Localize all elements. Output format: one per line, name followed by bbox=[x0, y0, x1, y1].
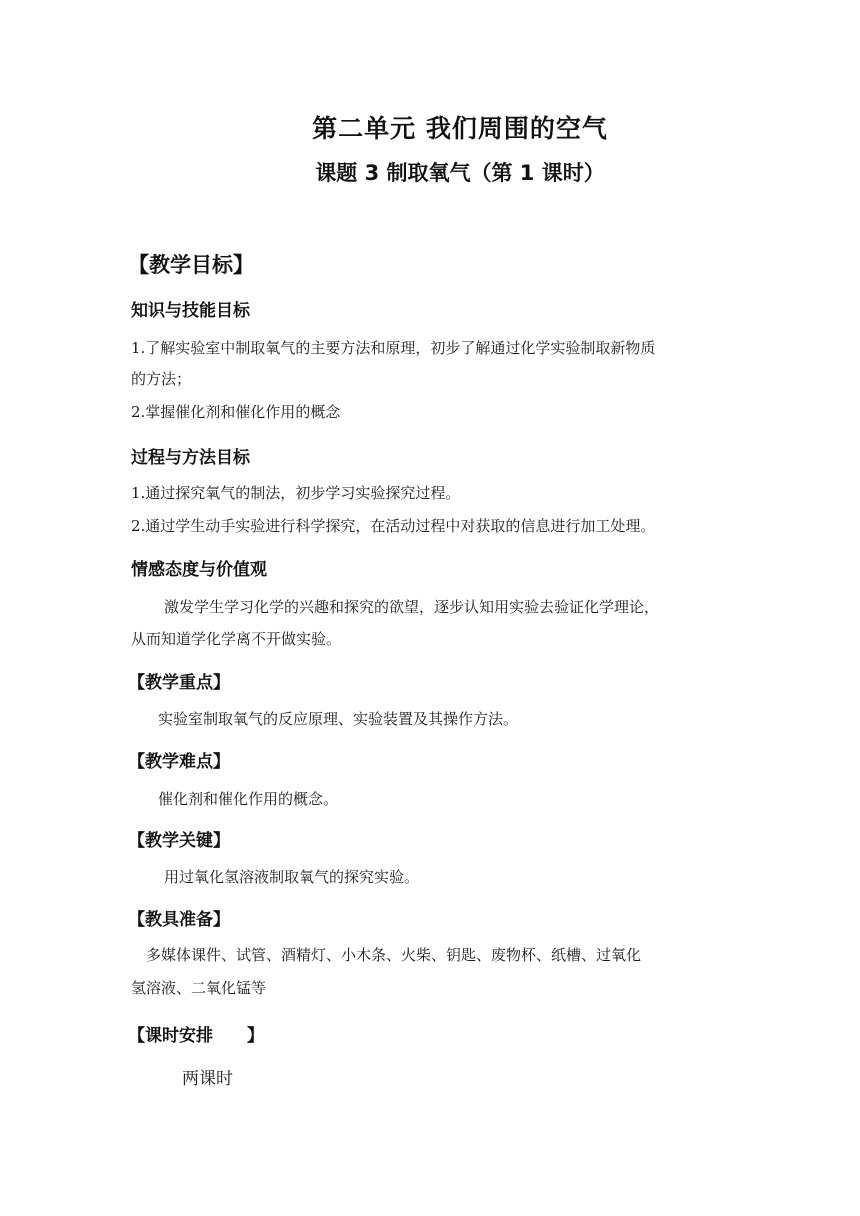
emotion-line-1: 激发学生学习化学的兴趣和探究的欲望，逐步认知用实验去验证化学理论， bbox=[164, 598, 660, 616]
difficulties-heading: 【教学难点】 bbox=[128, 752, 230, 772]
process-heading: 过程与方法目标 bbox=[131, 448, 250, 468]
materials-line-1: 多媒体课件、试管、酒精灯、小木条、火柴、钥匙、废物杯、纸槽、过氧化 bbox=[146, 946, 642, 964]
difficulties-text: 催化剂和催化作用的概念。 bbox=[158, 790, 339, 808]
materials-line-2: 氢溶液、二氧化锰等 bbox=[131, 979, 267, 997]
key-text: 用过氧化氢溶液制取氧气的探究实验。 bbox=[164, 868, 420, 886]
document-title: 第二单元 我们周围的空气 bbox=[312, 114, 608, 143]
document-subtitle: 课题 3 制取氧气（第 1 课时） bbox=[315, 161, 605, 185]
emotion-line-2: 从而知道学化学离不开做实验。 bbox=[131, 630, 342, 648]
schedule-text: 两课时 bbox=[182, 1069, 233, 1089]
emotion-heading: 情感态度与价值观 bbox=[131, 560, 267, 580]
schedule-heading: 【课时安排 】 bbox=[128, 1026, 264, 1046]
knowledge-item-1-line-2: 的方法； bbox=[131, 370, 192, 388]
key-points-heading: 【教学重点】 bbox=[128, 673, 230, 693]
knowledge-heading: 知识与技能目标 bbox=[131, 301, 250, 321]
objectives-heading: 【教学目标】 bbox=[128, 253, 254, 277]
key-heading: 【教学关键】 bbox=[128, 831, 230, 851]
key-points-text: 实验室制取氧气的反应原理、实验装置及其操作方法。 bbox=[158, 710, 519, 728]
knowledge-item-1-line-1: 1.了解实验室中制取氧气的主要方法和原理，初步了解通过化学实验制取新物质 bbox=[131, 339, 656, 357]
process-item-2: 2.通过学生动手实验进行科学探究，在活动过程中对获取的信息进行加工处理。 bbox=[131, 517, 656, 535]
process-item-1: 1.通过探究氧气的制法，初步学习实验探究过程。 bbox=[131, 484, 461, 502]
materials-heading: 【教具准备】 bbox=[128, 910, 230, 930]
knowledge-item-2: 2.掌握催化剂和催化作用的概念 bbox=[131, 403, 341, 421]
